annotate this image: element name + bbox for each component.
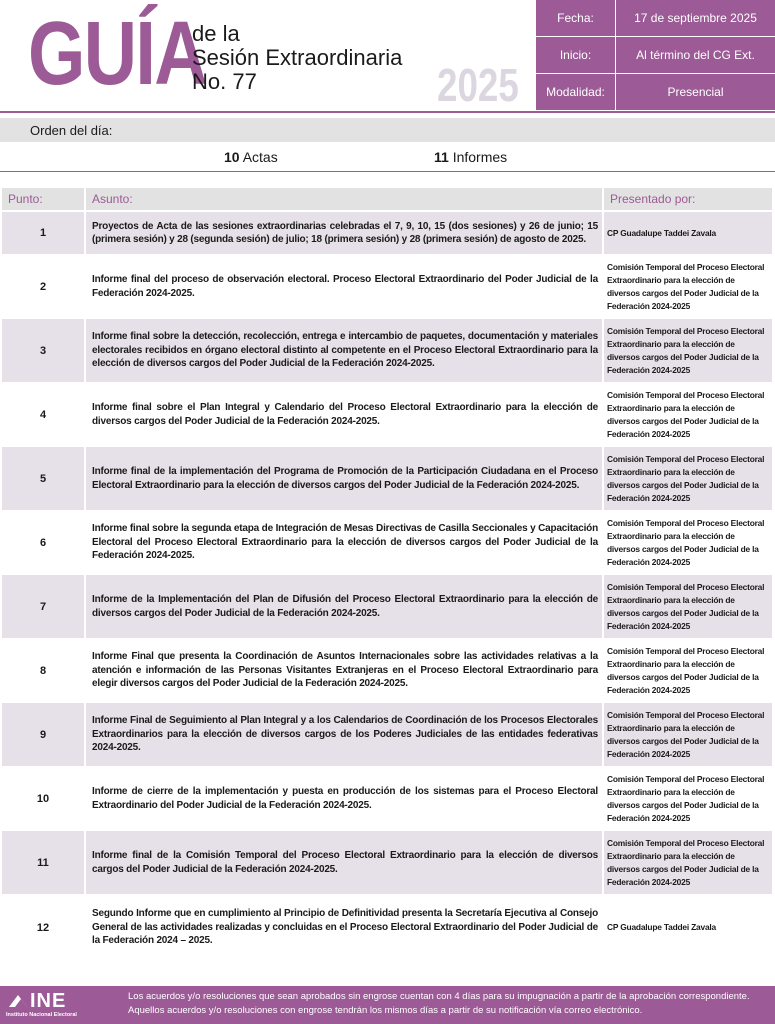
info-value: Al término del CG Ext. <box>616 37 775 73</box>
row-subject: Informe de la Implementación del Plan de Difusión del Proceso Electoral Extraordinario para la elección de diversos cargos del Poder Judicial de la Federación 2024-2025. <box>86 575 602 638</box>
table-row <box>2 447 772 511</box>
header-divider <box>0 111 775 113</box>
page-footer <box>0 986 775 1024</box>
info-label: Modalidad: <box>536 74 616 110</box>
info-row-modalidad <box>536 74 775 111</box>
subtitle-line-1: de la <box>192 21 240 46</box>
row-number: 3 <box>2 319 84 382</box>
informes-count <box>434 149 507 165</box>
row-number: 2 <box>39 280 47 293</box>
row-number: 11 <box>2 831 84 894</box>
row-subject: Informe final de la Comisión Temporal del Proceso Electoral Extraordinario para la elección de diversos cargos del Poder Judicial de la Federación 2024-2025. <box>86 831 602 894</box>
row-subject: Informe final de la implementación del Programa de Promoción de la Participación Ciudadana en el Proceso Electoral Extraordinario para la elección de diversos cargos del Poder Judicial de la Federación 2024-2025. <box>86 447 602 510</box>
row-presenter: Comisión Temporal del Proceso Electoral Extraordinario para la elección de diversos cargos del Poder Judicial de la Federación 2024-2025 <box>604 319 772 382</box>
agenda-counts <box>0 144 775 172</box>
row-number: 1 <box>2 212 84 254</box>
table-header <box>2 188 772 210</box>
row-presenter: Comisión Temporal del Proceso Electoral Extraordinario para la elección de diversos cargos del Poder Judicial de la Federación 2024-2025 <box>607 773 765 823</box>
informes-label: Informes <box>448 149 508 165</box>
row-number: 6 <box>39 536 47 549</box>
page-header <box>0 0 775 112</box>
row-presenter: CP Guadalupe Taddei Zavala <box>607 922 716 932</box>
year-watermark: 2025 <box>437 59 519 111</box>
info-row-fecha <box>536 0 775 37</box>
footer-note-line-1: Los acuerdos y/o resoluciones que sean aprobados sin engrose cuentan con 4 días para su impugnación a partir de la aprobación correspondiente. <box>128 991 750 1002</box>
row-presenter: Comisión Temporal del Proceso Electoral Extraordinario para la elección de diversos cargos del Poder Judicial de la Federación 2024-2025 <box>607 645 765 695</box>
table-row <box>2 639 772 703</box>
footer-note-line-2: Aquellos acuerdos y/o resoluciones con engrose tendrán los mismos días a partir de su notificación vía correo electrónico. <box>128 1005 643 1016</box>
info-label: Inicio: <box>536 37 616 73</box>
row-presenter: Comisión Temporal del Proceso Electoral Extraordinario para la elección de diversos cargos del Poder Judicial de la Federación 2024-2025 <box>607 261 765 311</box>
row-number: 9 <box>2 703 84 766</box>
subtitle-line-3: No. 77 <box>192 69 257 94</box>
subtitle-line-2: Sesión Extraordinaria <box>192 45 403 70</box>
row-subject: Informe final sobre el Plan Integral y Calendario del Proceso Electoral Extraordinario para la elección de diversos cargos del Poder Judicial de la Federación 2024-2025. <box>92 402 598 427</box>
table-row <box>2 895 772 961</box>
table-row <box>2 511 772 575</box>
row-presenter: Comisión Temporal del Proceso Electoral Extraordinario para la elección de diversos cargos del Poder Judicial de la Federación 2024-2025 <box>604 447 772 510</box>
row-presenter: Comisión Temporal del Proceso Electoral Extraordinario para la elección de diversos cargos del Poder Judicial de la Federación 2024-2025 <box>604 703 772 766</box>
column-header-presentado: Presentado por: <box>604 188 772 210</box>
row-number: 8 <box>39 664 47 677</box>
row-number: 12 <box>36 921 50 934</box>
row-subject: Informe final sobre la segunda etapa de Integración de Mesas Directivas de Casilla Seccionales y Capacitación Electoral del Proceso Electoral Extraordinario para la elección de diversos cargos del Poder Judicial de la Federación 2024-2025. <box>92 523 598 562</box>
table-row <box>2 212 772 255</box>
agenda-label: Orden del día: <box>30 122 113 138</box>
informes-number: 11 <box>434 149 449 165</box>
ine-logo-text: Instituto Nacional Electoral <box>6 1012 77 1018</box>
row-subject: Informe de cierre de la implementación y puesta en producción de los sistemas para el Proceso Electoral Extraordinario del Poder Judicial de la Federación 2024-2025. <box>92 786 598 811</box>
row-presenter: Comisión Temporal del Proceso Electoral Extraordinario para la elección de diversos cargos del Poder Judicial de la Federación 2024-2025 <box>607 517 765 567</box>
row-number: 7 <box>2 575 84 638</box>
table-row <box>2 383 772 447</box>
row-number: 10 <box>36 792 50 805</box>
column-header-asunto: Asunto: <box>86 188 602 210</box>
brand-title: GUÍA <box>28 4 206 104</box>
agenda-table-body <box>2 212 772 961</box>
row-subject: Segundo Informe que en cumplimiento al Principio de Definitividad presenta la Secretaría Ejecutiva al Consejo General de las actividades realizadas y concluidas en el Proceso Electoral Extraordinario del Poder Judicial de la Federación 2024 – 2025. <box>92 908 598 947</box>
table-row <box>2 255 772 319</box>
row-subject: Proyectos de Acta de las sesiones extraordinarias celebradas el 7, 9, 10, 15 (dos sesiones) y 26 de junio; 15 (primera sesión) y 28 (segunda sesión) de julio; 18 (primera sesión) y 28 (primera sesión) de agosto de 2025. <box>86 212 602 254</box>
row-subject: Informe final del proceso de observación electoral. Proceso Electoral Extraordinario del Poder Judicial de la Federación 2024-2025. <box>92 274 598 299</box>
row-presenter: CP Guadalupe Taddei Zavala <box>604 212 772 254</box>
row-presenter: Comisión Temporal del Proceso Electoral Extraordinario para la elección de diversos cargos del Poder Judicial de la Federación 2024-2025 <box>604 831 772 894</box>
table-row <box>2 767 772 831</box>
row-number: 5 <box>2 447 84 510</box>
info-row-inicio <box>536 37 775 74</box>
table-row <box>2 575 772 639</box>
row-subject: Informe Final que presenta la Coordinación de Asuntos Internacionales sobre las actividades relativas a la atención e información de las Personas Visitantes Extranjeras en el Proceso Electoral Extraordinario para elegir diversos cargos del Poder Judicial de la Federación 2024-2025. <box>92 651 598 690</box>
row-subject: Informe final sobre la detección, recolección, entrega e intercambio de paquetes, documentación y materiales electorales recibidos en órgano electoral distinto al competente en el Proceso Electoral Extraordinario para la elección de diversos cargos del Poder Judicial de la Federación 2024-2025. <box>86 319 602 382</box>
info-label: Fecha: <box>536 0 616 36</box>
row-presenter: Comisión Temporal del Proceso Electoral Extraordinario para la elección de diversos cargos del Poder Judicial de la Federación 2024-2025 <box>607 389 765 439</box>
ine-logo <box>6 990 116 1020</box>
actas-number: 10 <box>224 149 240 165</box>
actas-label: Actas <box>239 149 278 165</box>
table-row <box>2 319 772 383</box>
row-presenter: Comisión Temporal del Proceso Electoral Extraordinario para la elección de diversos cargos del Poder Judicial de la Federación 2024-2025 <box>604 575 772 638</box>
ine-logo-mark: INE <box>30 990 67 1012</box>
row-subject: Informe Final de Seguimiento al Plan Integral y a los Calendarios de Coordinación de los Procesos Electorales Extraordinarios para la elección de diversos cargos de los Poderes Judiciales de las entidades federativas 2024-2025. <box>86 703 602 766</box>
table-row <box>2 831 772 895</box>
session-info-table <box>536 0 775 111</box>
column-header-punto: Punto: <box>2 188 84 210</box>
session-subtitle <box>192 22 402 94</box>
info-value: 17 de septiembre 2025 <box>616 0 775 36</box>
info-value: Presencial <box>616 74 775 110</box>
row-number: 4 <box>39 408 47 421</box>
footer-note <box>128 990 768 1018</box>
agenda-label-bar <box>0 118 775 142</box>
table-row <box>2 703 772 767</box>
actas-count <box>224 149 278 165</box>
